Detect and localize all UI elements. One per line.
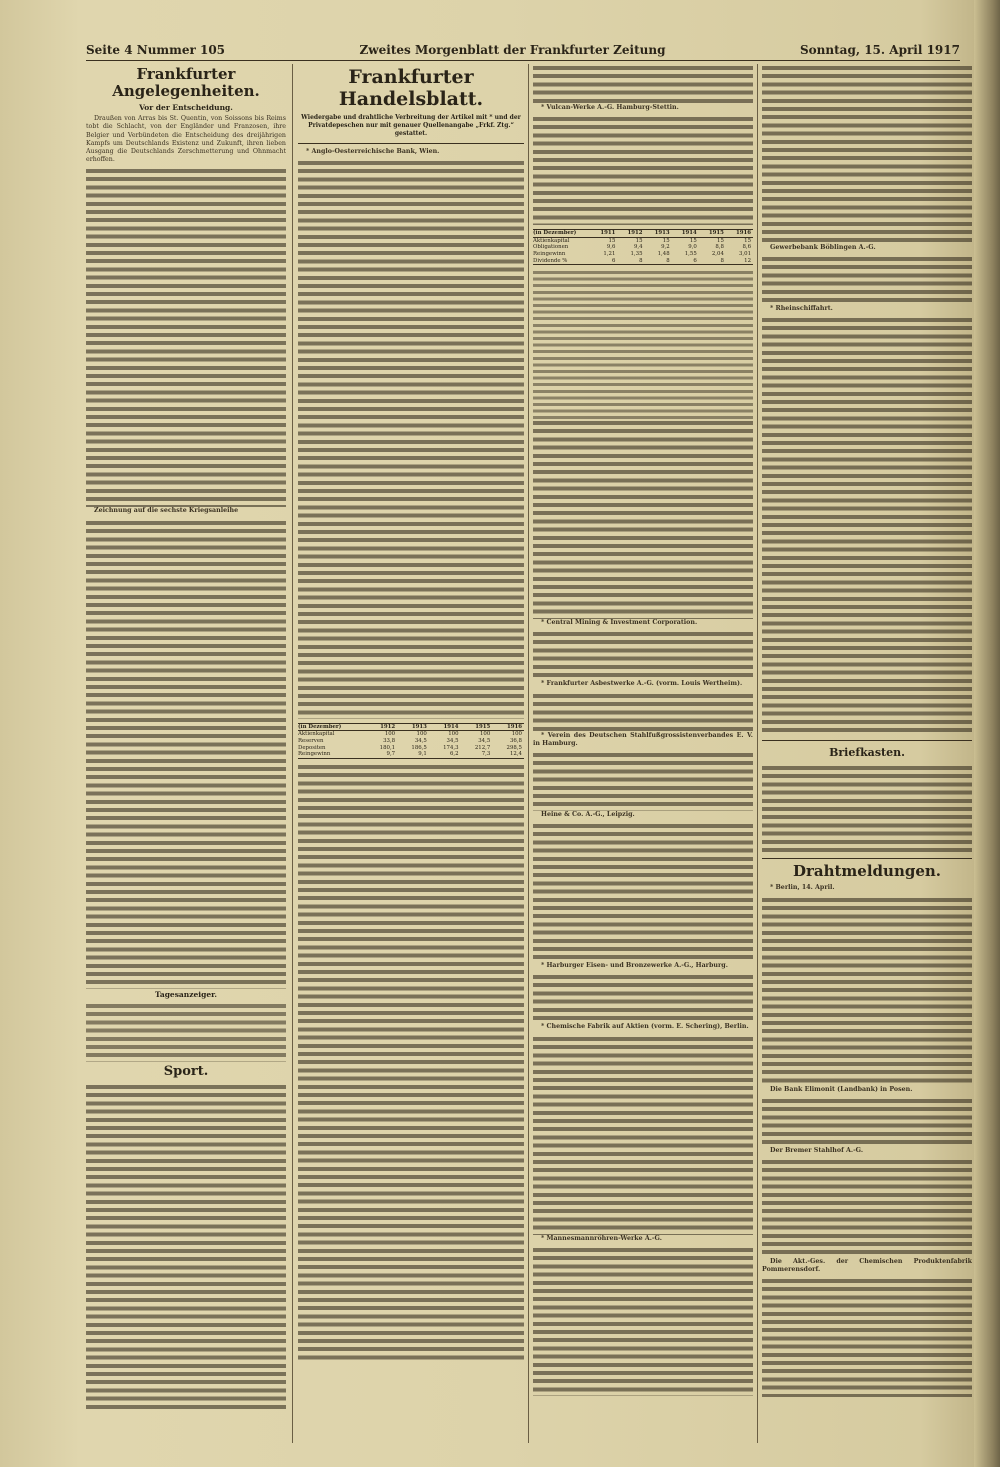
column-local-news [86,64,286,1443]
article-title: * Vulcan-Werke A.-G. Hamburg-Stettin. [541,104,679,111]
article-title: * Mannesmannröhren-Werke A.-G. [541,1234,662,1242]
divider [762,858,972,859]
column-company-reports [533,64,753,1443]
table-row: Aktienkapital 15 15 15 15 15 15 [533,237,752,244]
article-title: * Frankfurter Asbestwerke A.-G. (vorm. Louis Wertheim). [541,680,743,688]
section-headline: Drahtmeldungen. [792,862,942,881]
article-title: Der Bremer Stahlhof A.-G. [770,1146,864,1154]
section-headline: Briefkasten. [829,746,905,760]
column-divider [292,64,293,1443]
table-row: Reingewinn 1,21 1,35 1,48 1,55 2,04 3,01 [533,250,752,257]
table-header: (in Dezember) 1911 1912 1913 1914 1915 1916 [533,230,752,237]
body-text-block [533,1246,753,1396]
divider [298,143,524,144]
body-text-block [298,159,524,719]
financial-table [533,229,753,265]
article-title: Die Bank Elimonit (Landbank) in Posen. [770,1085,913,1093]
header-center: Zweites Morgenblatt der Frankfurter Zeitung [359,43,666,57]
column-business-news [298,64,524,1443]
binding-spine [974,0,1000,1467]
body-text-block [533,692,753,732]
copyright-notice: Wiedergabe und drahtliche Verbreitung der Artikel mit * und der Privatdepeschen nur mit genauer Quellenangabe „Frkf. Ztg.“ gestattet. [301,114,521,138]
body-text-block [762,255,972,305]
body-text-block [86,519,286,989]
table-row: Obligationen 9,6 9,4 9,2 9,0 8,8 8,6 [533,244,752,251]
section-headline: Frankfurter Angelegenheiten. [112,65,260,100]
body-text-block [762,764,972,854]
table-block [533,269,753,419]
table-row: Dividende % 6 8 8 6 8 12 [533,257,752,264]
table-header: (in Dezember) 1912 1913 1914 1915 1916 [298,724,524,732]
body-text-block [533,822,753,962]
body-text-block [533,630,753,680]
body-text-block [298,763,524,1363]
body-text-block [762,1097,972,1147]
table-row: Reingewinn 9,7 9,1 6,2 7,3 12,4 [298,751,522,758]
sport-headline: Sport. [163,1063,209,1079]
table-row: Depositen 180,1 186,5 174,3 212,7 298,5 [298,744,522,751]
article-title: * Harburger Eisen- und Bronzewerke A.-G., Harburg. [541,962,728,970]
financial-table [298,723,524,759]
notice-title: Tagesanzeiger. [154,989,218,999]
article-paragraph: Draußen von Arras bis St. Quentin, von Soissons bis Reims tobt die Schlacht, von der Engländer und Franzosen, ihre Belgier und Verbündeten die Entscheidung des dreijährigen Kampfs um Deutschlands Existenz und Zukunft, ihren lieben Ausgang die Deutschlands Zerschmetterung und Ohnmacht erhoffen. [86,115,286,164]
table-row: Aktienkapital 100 100 100 100 100 [298,731,522,738]
body-text-block [762,1158,972,1258]
article-title: * Verein des Deutschen Stahlfußgrossistenverbandes E. V. in Hamburg. [533,731,753,747]
article-title: Heine & Co. A.-G., Leipzig. [541,810,635,818]
page-header [86,40,960,60]
divider [762,740,972,741]
header-left: Seite 4 Nummer 105 [86,43,226,57]
body-text-block [533,64,753,104]
notice-block [86,1002,286,1062]
article-title: * Chemische Fabrik auf Aktien (vorm. E. Schering), Berlin. [541,1023,749,1031]
article-title: * Berlin, 14. April. [770,884,835,892]
column-divider [757,64,758,1443]
table-row: Reserven 33,8 34,5 34,5 34,5 36,8 [298,738,522,744]
article-title: * Rheinschiffahrt. [770,305,833,313]
body-text-block [533,419,753,619]
column-divider [528,64,529,1443]
article-title: Gewerbebank Böblingen A.-G. [770,244,876,251]
body-text-block [762,64,972,244]
body-text-block [533,1035,753,1235]
article-title: Die Akt.-Ges. der Chemischen Produktenfabrik Pommerensdorf. [762,1258,972,1274]
body-text-block [533,973,753,1023]
header-rule [86,60,960,61]
article-title: * Anglo-Oesterreichische Bank, Wien. [306,147,440,155]
article-title: * Central Mining & Investment Corporation. [541,619,698,627]
column-telegrams [762,64,972,1443]
body-text-block [762,316,972,736]
body-text-block [533,751,753,811]
article-title: Vor der Entscheidung. [139,103,233,112]
body-text-block [762,1277,972,1397]
body-text-block [533,115,753,225]
body-text-block [86,1083,286,1413]
body-text-block [86,167,286,507]
article-emphasis: Zeichnung auf die sechste Kriegsanleihe [94,507,239,515]
body-text-block [762,896,972,1086]
header-right: Sonntag, 15. April 1917 [800,43,960,57]
section-headline: Frankfurter Handelsblatt. [338,66,484,110]
